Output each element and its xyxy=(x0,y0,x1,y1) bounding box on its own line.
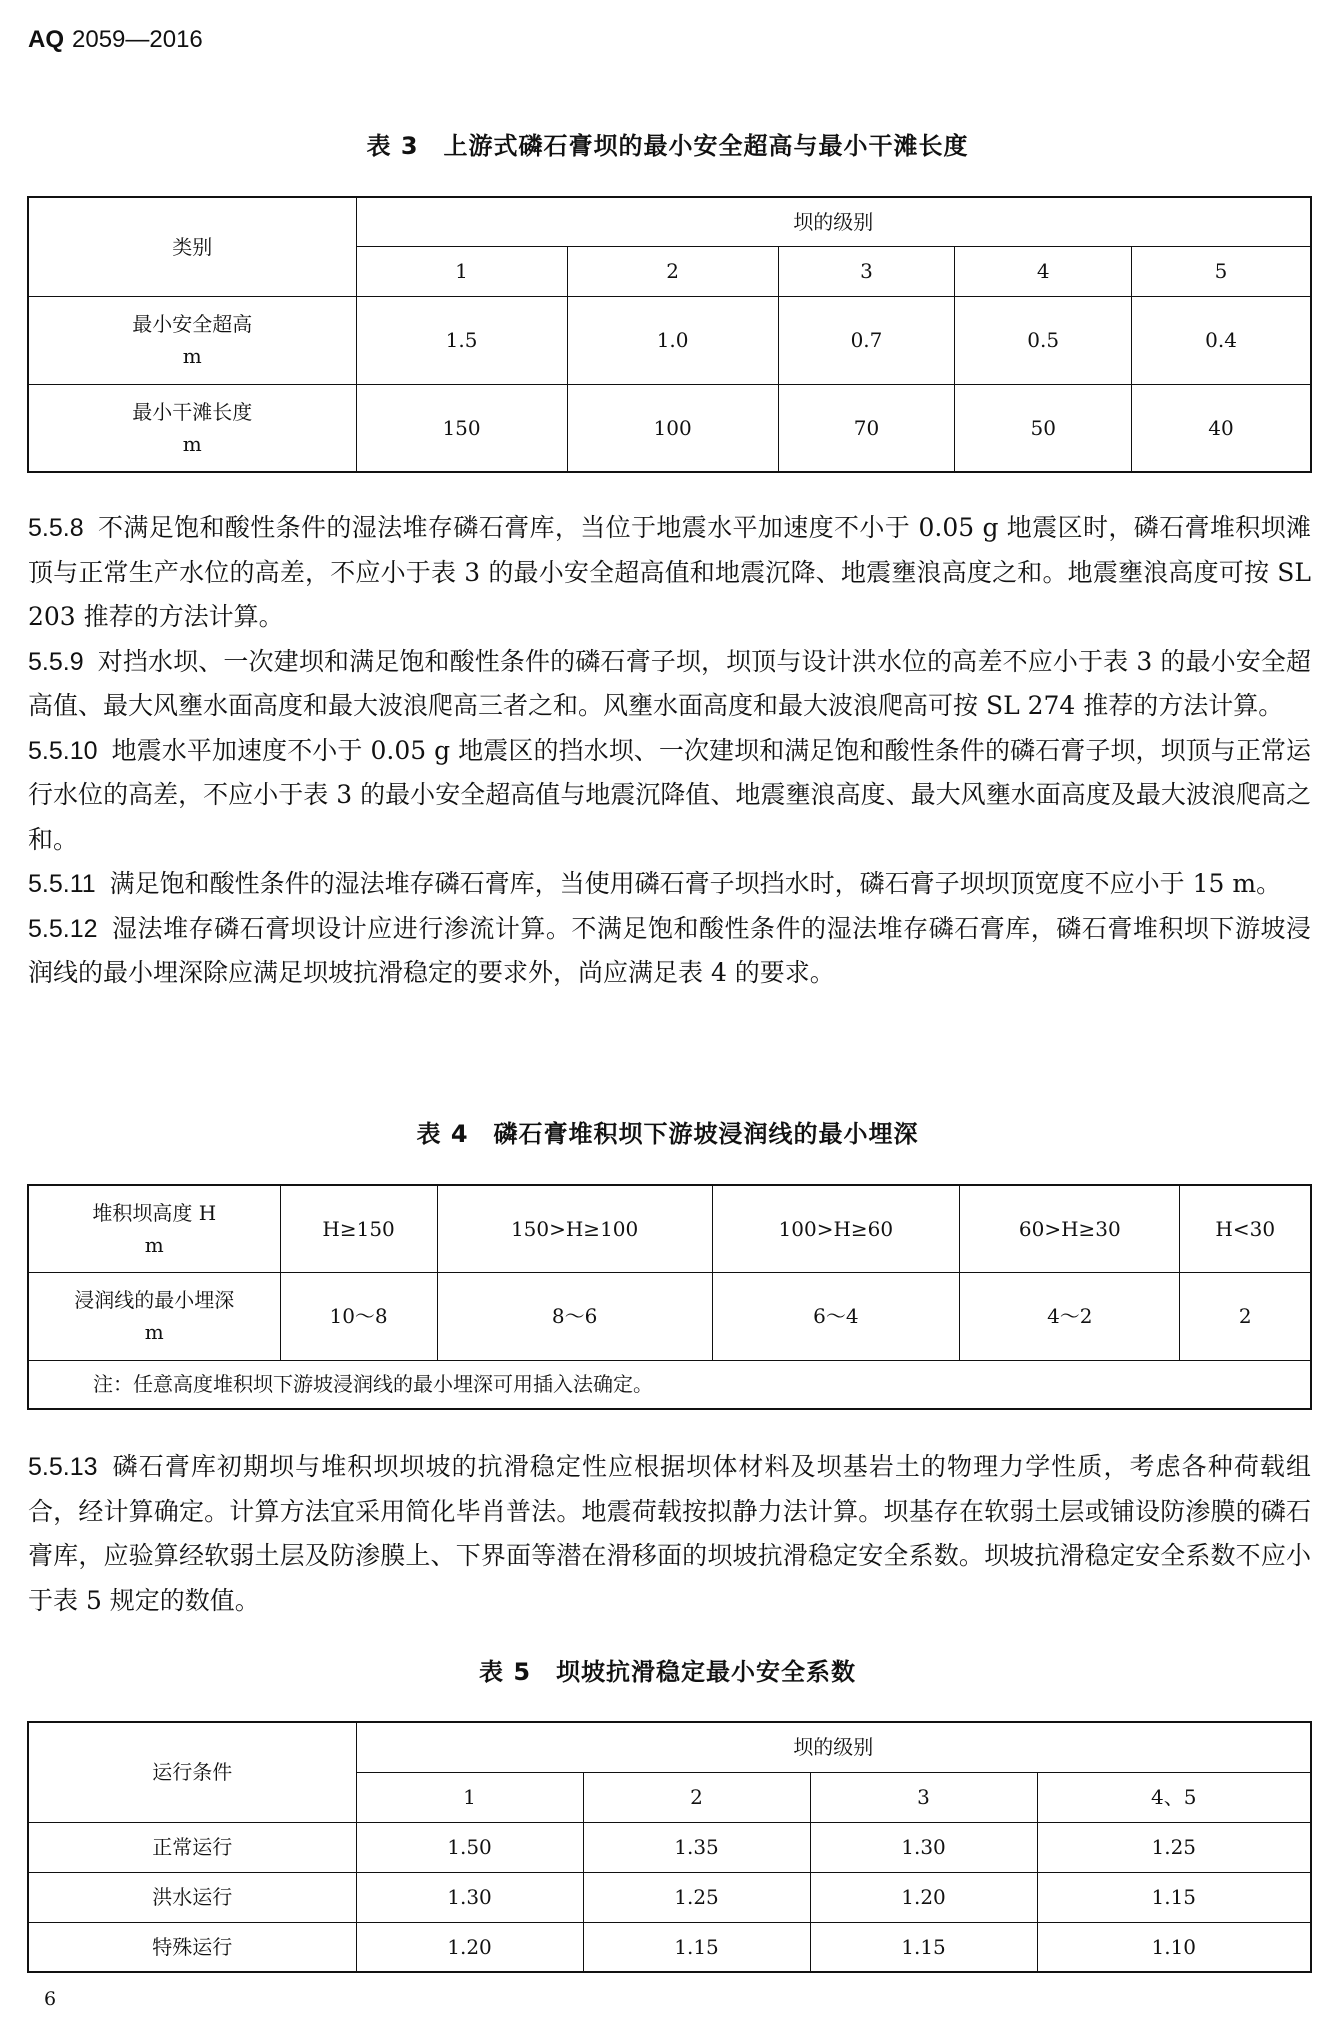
cell: 100 xyxy=(567,384,778,472)
clause-number: 5.5.12 xyxy=(28,914,98,943)
cell: 1.50 xyxy=(356,1822,583,1872)
cell: 1.10 xyxy=(1037,1922,1311,1972)
standard-number: 2059—2016 xyxy=(72,26,203,53)
row-label xyxy=(28,1185,280,1272)
clause-number: 5.5.9 xyxy=(28,647,84,676)
cell: 1.30 xyxy=(810,1822,1037,1872)
clause-number: 5.5.10 xyxy=(28,736,98,765)
cell: 0.5 xyxy=(955,296,1132,384)
cell: 150>H≥100 xyxy=(437,1185,712,1272)
table5 xyxy=(27,1721,1312,1973)
clause-number: 5.5.8 xyxy=(28,514,84,542)
cell: 1.30 xyxy=(356,1872,583,1922)
cell: 60>H≥30 xyxy=(960,1185,1180,1272)
cell: 8～6 xyxy=(437,1272,712,1360)
table-row xyxy=(28,1922,1311,1972)
row-unit: m xyxy=(182,431,202,456)
cell: 0.7 xyxy=(778,296,955,384)
clause xyxy=(28,506,1311,640)
row-label-text: 堆积坝高度 H xyxy=(92,1200,217,1225)
row-unit: m xyxy=(144,1232,164,1257)
row-label-text: 最小干滩长度 xyxy=(132,399,253,424)
cell: H<30 xyxy=(1180,1185,1311,1272)
table-row xyxy=(28,1872,1311,1922)
cell: 1.20 xyxy=(356,1922,583,1972)
clause xyxy=(28,640,1311,729)
clause xyxy=(28,729,1311,863)
table-row xyxy=(28,1822,1311,1872)
cell: 1.5 xyxy=(356,296,567,384)
table-row xyxy=(28,1185,1311,1272)
table3-level: 1 xyxy=(356,246,567,296)
cell: 40 xyxy=(1132,384,1311,472)
table4-title: 表 4 磷石膏堆积坝下游坡浸润线的最小埋深 xyxy=(416,1120,919,1148)
table3-category-header: 类别 xyxy=(28,197,356,296)
row-label xyxy=(28,1272,280,1360)
table-row xyxy=(28,384,1311,472)
cell: 4～2 xyxy=(960,1272,1180,1360)
row-label-text: 浸润线的最小埋深 xyxy=(74,1288,235,1312)
clause-number: 5.5.11 xyxy=(28,870,96,898)
cell: 6～4 xyxy=(712,1272,960,1360)
clause-text: 不满足饱和酸性条件的湿法堆存磷石膏库，当位于地震水平加速度不小于 0.05 g 地震区时，磷石膏堆积坝滩顶与正常生产水位的高差，不应小于表 3 的最小安全超高值和地震沉降、地震壅浪高度之和。地震壅浪高度可按 SL 203 推荐的方法计算。 xyxy=(28,513,1311,631)
cell: 1.25 xyxy=(583,1872,810,1922)
clause xyxy=(28,907,1311,996)
clause-text: 对挡水坝、一次建坝和满足饱和酸性条件的磷石膏子坝，坝顶与设计洪水位的高差不应小于表 3 的最小安全超高值、最大风壅水面高度和最大波浪爬高三者之和。风壅水面高度和最大波浪爬高可按 SL 274 推荐的方法计算。 xyxy=(28,646,1311,720)
clause xyxy=(28,862,1311,907)
table4-note: 注：任意高度堆积坝下游坡浸润线的最小埋深可用插入法确定。 xyxy=(28,1360,1311,1409)
table5-level: 4、5 xyxy=(1037,1772,1311,1822)
cell: 150 xyxy=(356,384,567,472)
cell: 70 xyxy=(778,384,955,472)
row-label: 特殊运行 xyxy=(28,1922,356,1972)
clause-number: 5.5.13 xyxy=(28,1453,98,1481)
table5-title: 表 5 坝坡抗滑稳定最小安全系数 xyxy=(478,1658,857,1686)
row-unit: m xyxy=(144,1320,164,1344)
table3-level: 4 xyxy=(955,246,1132,296)
cell: 50 xyxy=(955,384,1132,472)
table5-level: 3 xyxy=(810,1772,1037,1822)
standard-code xyxy=(28,26,203,54)
table5-condition-header: 运行条件 xyxy=(28,1722,356,1822)
clause-text: 磷石膏库初期坝与堆积坝坝坡的抗滑稳定性应根据坝体材料及坝基岩土的物理力学性质，考虑各种荷载组合，经计算确定。计算方法宜采用简化毕肖普法。地震荷载按拟静力法计算。坝基存在软弱土层或铺设防渗膜的磷石膏库，应验算经软弱土层及防渗膜上、下界面等潜在滑移面的坝坡抗滑稳定安全系数。坝坡抗滑稳定安全系数不应小于表 5 规定的数值。 xyxy=(28,1452,1311,1615)
table3-group-header: 坝的级别 xyxy=(356,197,1311,246)
table-row xyxy=(28,1272,1311,1360)
clause-5-5-13 xyxy=(28,1445,1311,1623)
table3-title: 表 3 上游式磷石膏坝的最小安全超高与最小干滩长度 xyxy=(366,132,969,160)
cell: 100>H≥60 xyxy=(712,1185,960,1272)
table5-level: 1 xyxy=(356,1772,583,1822)
table4 xyxy=(27,1184,1312,1410)
row-label-text: 最小安全超高 xyxy=(132,312,253,336)
cell: H≥150 xyxy=(280,1185,437,1272)
table3 xyxy=(27,196,1312,473)
row-label xyxy=(28,296,356,384)
table5-level: 2 xyxy=(583,1772,810,1822)
row-unit: m xyxy=(182,344,202,368)
standard-prefix: AQ xyxy=(28,26,64,53)
cell: 1.15 xyxy=(1037,1872,1311,1922)
cell: 1.35 xyxy=(583,1822,810,1872)
cell: 1.20 xyxy=(810,1872,1037,1922)
table3-level: 5 xyxy=(1132,246,1311,296)
cell: 0.4 xyxy=(1132,296,1311,384)
clauses-5-5-8-to-5-5-12 xyxy=(28,506,1311,996)
cell: 2 xyxy=(1180,1272,1311,1360)
clause-text: 地震水平加速度不小于 0.05 g 地震区的挡水坝、一次建坝和满足饱和酸性条件的磷石膏子坝，坝顶与正常运行水位的高差，不应小于表 3 的最小安全超高值与地震沉降值、地震壅浪高度、最大风壅水面高度及最大波浪爬高之和。 xyxy=(28,735,1311,854)
clause-text: 满足饱和酸性条件的湿法堆存磷石膏库，当使用磷石膏子坝挡水时，磷石膏子坝坝顶宽度不应小于 15 m。 xyxy=(109,869,1282,898)
cell: 1.0 xyxy=(567,296,778,384)
table5-group-header: 坝的级别 xyxy=(356,1722,1311,1772)
row-label: 洪水运行 xyxy=(28,1872,356,1922)
cell: 10～8 xyxy=(280,1272,437,1360)
cell: 1.15 xyxy=(583,1922,810,1972)
cell: 1.25 xyxy=(1037,1822,1311,1872)
clause xyxy=(28,1445,1311,1623)
table-row xyxy=(28,296,1311,384)
table3-level: 3 xyxy=(778,246,955,296)
row-label xyxy=(28,384,356,472)
page-number: 6 xyxy=(44,1988,57,2010)
row-label: 正常运行 xyxy=(28,1822,356,1872)
clause-text: 湿法堆存磷石膏坝设计应进行渗流计算。不满足饱和酸性条件的湿法堆存磷石膏库，磷石膏堆积坝下游坡浸润线的最小埋深除应满足坝坡抗滑稳定的要求外，尚应满足表 4 的要求。 xyxy=(28,913,1311,987)
cell: 1.15 xyxy=(810,1922,1037,1972)
table3-level: 2 xyxy=(567,246,778,296)
